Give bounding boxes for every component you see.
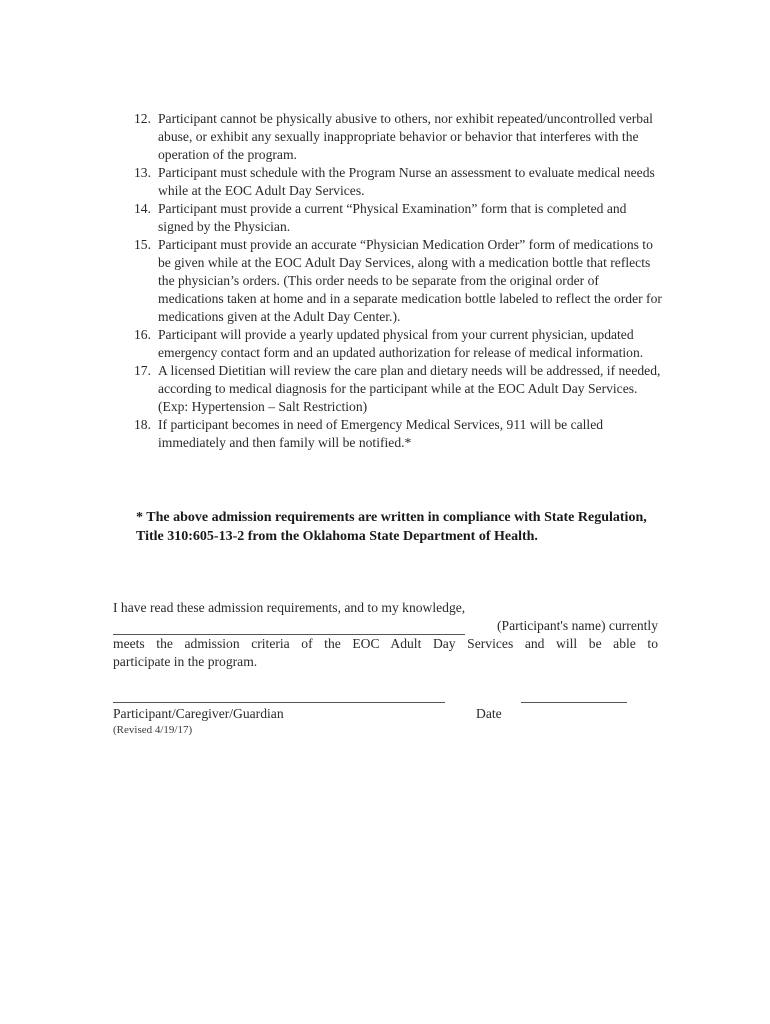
requirement-item [134, 326, 662, 362]
participant-name-label: (Participant's name) currently [497, 618, 658, 633]
requirement-text: Participant cannot be physically abusive to others, nor exhibit repeated/uncontrolled verbal abuse, or exhibit any sexually inappropriate behavior or behavior that interferes with the operation of the program. [158, 111, 653, 162]
acknowledgement-line: participate in the program. [113, 654, 258, 669]
participant-name-blank[interactable] [113, 622, 465, 635]
requirement-text: Participant must provide an accurate “Physician Medication Order” form of medications to be given while at the EOC Adult Day Services, along with a medication bottle that reflects the physician’s orders. (This order needs to be separate from the original order of medications taken at home and in a separate medication bottle labeled to reflect the order for medications given at the Adult Day Center.). [158, 237, 662, 324]
requirement-number: 14. [134, 201, 151, 216]
requirement-number: 15. [134, 237, 151, 252]
signature-row [113, 702, 633, 742]
admission-requirements-list [134, 110, 662, 452]
requirement-item [134, 110, 662, 164]
acknowledgement-paragraph [113, 599, 658, 671]
requirement-number: 13. [134, 165, 151, 180]
acknowledgement-line: meets the admission criteria of the EOC Adult Day Services and will be able to [113, 636, 658, 651]
requirement-text: Participant must provide a current “Physical Examination” form that is completed and signed by the Physician. [158, 201, 627, 234]
participant-name-row [113, 617, 658, 635]
signature-line[interactable] [113, 702, 445, 703]
date-line[interactable] [521, 702, 627, 703]
requirement-number: 16. [134, 327, 151, 342]
acknowledgement-line: I have read these admission requirements, and to my knowledge, [113, 600, 466, 615]
revision-note: (Revised 4/19/17) [113, 724, 193, 736]
requirement-number: 12. [134, 111, 151, 126]
compliance-note: * The above admission requirements are written in compliance with State Regulation, Title 310:605-13-2 from the Oklahoma State Department of Health. [136, 510, 647, 544]
requirement-item [134, 236, 662, 326]
requirement-text: If participant becomes in need of Emergency Medical Services, 911 will be called immediately and then family will be notified.* [158, 417, 604, 450]
requirement-text: A licensed Dietitian will review the care plan and dietary needs will be addressed, if needed, according to medical diagnosis for the participant while at the EOC Adult Day Services. (Exp: Hypertension – Salt Restriction) [158, 363, 661, 414]
requirement-item [134, 164, 662, 200]
requirement-number: 18. [134, 417, 151, 432]
requirement-item [134, 416, 662, 452]
requirement-text: Participant will provide a yearly updated physical from your current physician, updated emergency contact form and an updated authorization for release of medical information. [158, 327, 644, 360]
requirement-text: Participant must schedule with the Program Nurse an assessment to evaluate medical needs while at the EOC Adult Day Services. [158, 165, 655, 198]
signer-label: Participant/Caregiver/Guardian [113, 706, 284, 721]
date-label: Date [476, 706, 502, 721]
requirement-item [134, 362, 662, 416]
requirement-number: 17. [134, 363, 151, 378]
requirement-item [134, 200, 662, 236]
